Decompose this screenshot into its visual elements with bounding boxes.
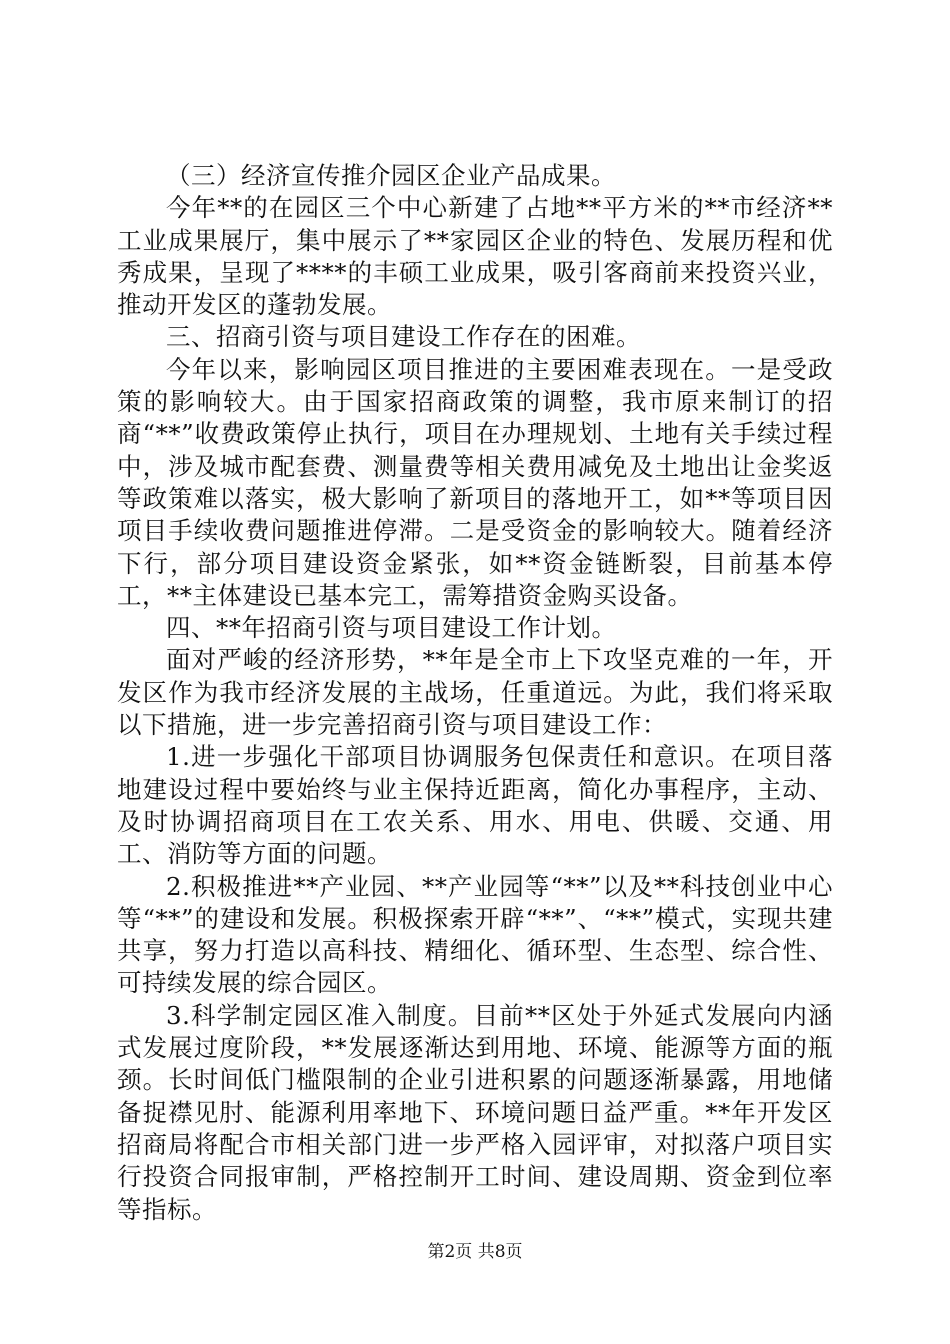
document-body <box>117 160 833 1226</box>
list-item-2: 2.积极推进**产业园、**产业园等“**”以及**科技创业中心等“**”的建设和发展。积极探索开辟“**”、“**”模式，实现共建共享，努力打造以高科技、精细化、循环型、生态型、综合性、可持续发展的综合园区。 <box>117 871 833 998</box>
list-item-1: 1.进一步强化干部项目协调服务包保责任和意识。在项目落地建设过程中要始终与业主保持近距离，简化办事程序，主动、及时协调招商项目在工农关系、用水、用电、供暖、交通、用工、消防等方面的问题。 <box>117 742 833 869</box>
section-heading-3: （三）经济宣传推介园区企业产品成果。 <box>166 161 616 190</box>
section-heading-plan: 四、**年招商引资与项目建设工作计划。 <box>166 613 617 643</box>
list-item-3: 3.科学制定园区准入制度。目前**区处于外延式发展向内涵式发展过度阶段，**发展逐渐达到用地、环境、能源等方面的瓶颈。长时间低门槛限制的企业引进积累的问题逐渐暴露，用地储备捉襟见肘、能源利用率地下、环境问题日益严重。**年开发区招商局将配合市相关部门进一步严格入园评审，对拟落户项目实行投资合同报审制，严格控制开工时间、建设周期、资金到位率等指标。 <box>117 1000 833 1224</box>
page-number: 第2页 共8页 <box>427 1242 523 1262</box>
body-paragraph: 今年**的在园区三个中心新建了占地**平方米的**市经济**工业成果展厅，集中展示了**家园区企业的特色、发展历程和优秀成果，呈现了****的丰硕工业成果，吸引客商前来投资兴业，推动开发区的蓬勃发展。 <box>117 193 833 320</box>
body-paragraph: 面对严峻的经济形势，**年是全市上下攻坚克难的一年，开发区作为我市经济发展的主战场，任重道远。为此，我们将采取以下措施，进一步完善招商引资与项目建设工作： <box>117 645 833 740</box>
section-heading-difficulties: 三、招商引资与项目建设工作存在的困难。 <box>166 322 641 352</box>
body-paragraph: 今年以来，影响园区项目推进的主要困难表现在。一是受政策的影响较大。由于国家招商政策的调整，我市原来制订的招商“**”收费政策停止执行，项目在办理规划、土地有关手续过程中，涉及城市配套费、测量费等相关费用减免及土地出让金奖返等政策难以落实，极大影响了新项目的落地开工，如**等项目因项目手续收费问题推进停滞。二是受资金的影响较大。随着经济下行，部分项目建设资金紧张，如**资金链断裂，目前基本停工，**主体建设已基本完工，需筹措资金购买设备。 <box>117 354 833 610</box>
